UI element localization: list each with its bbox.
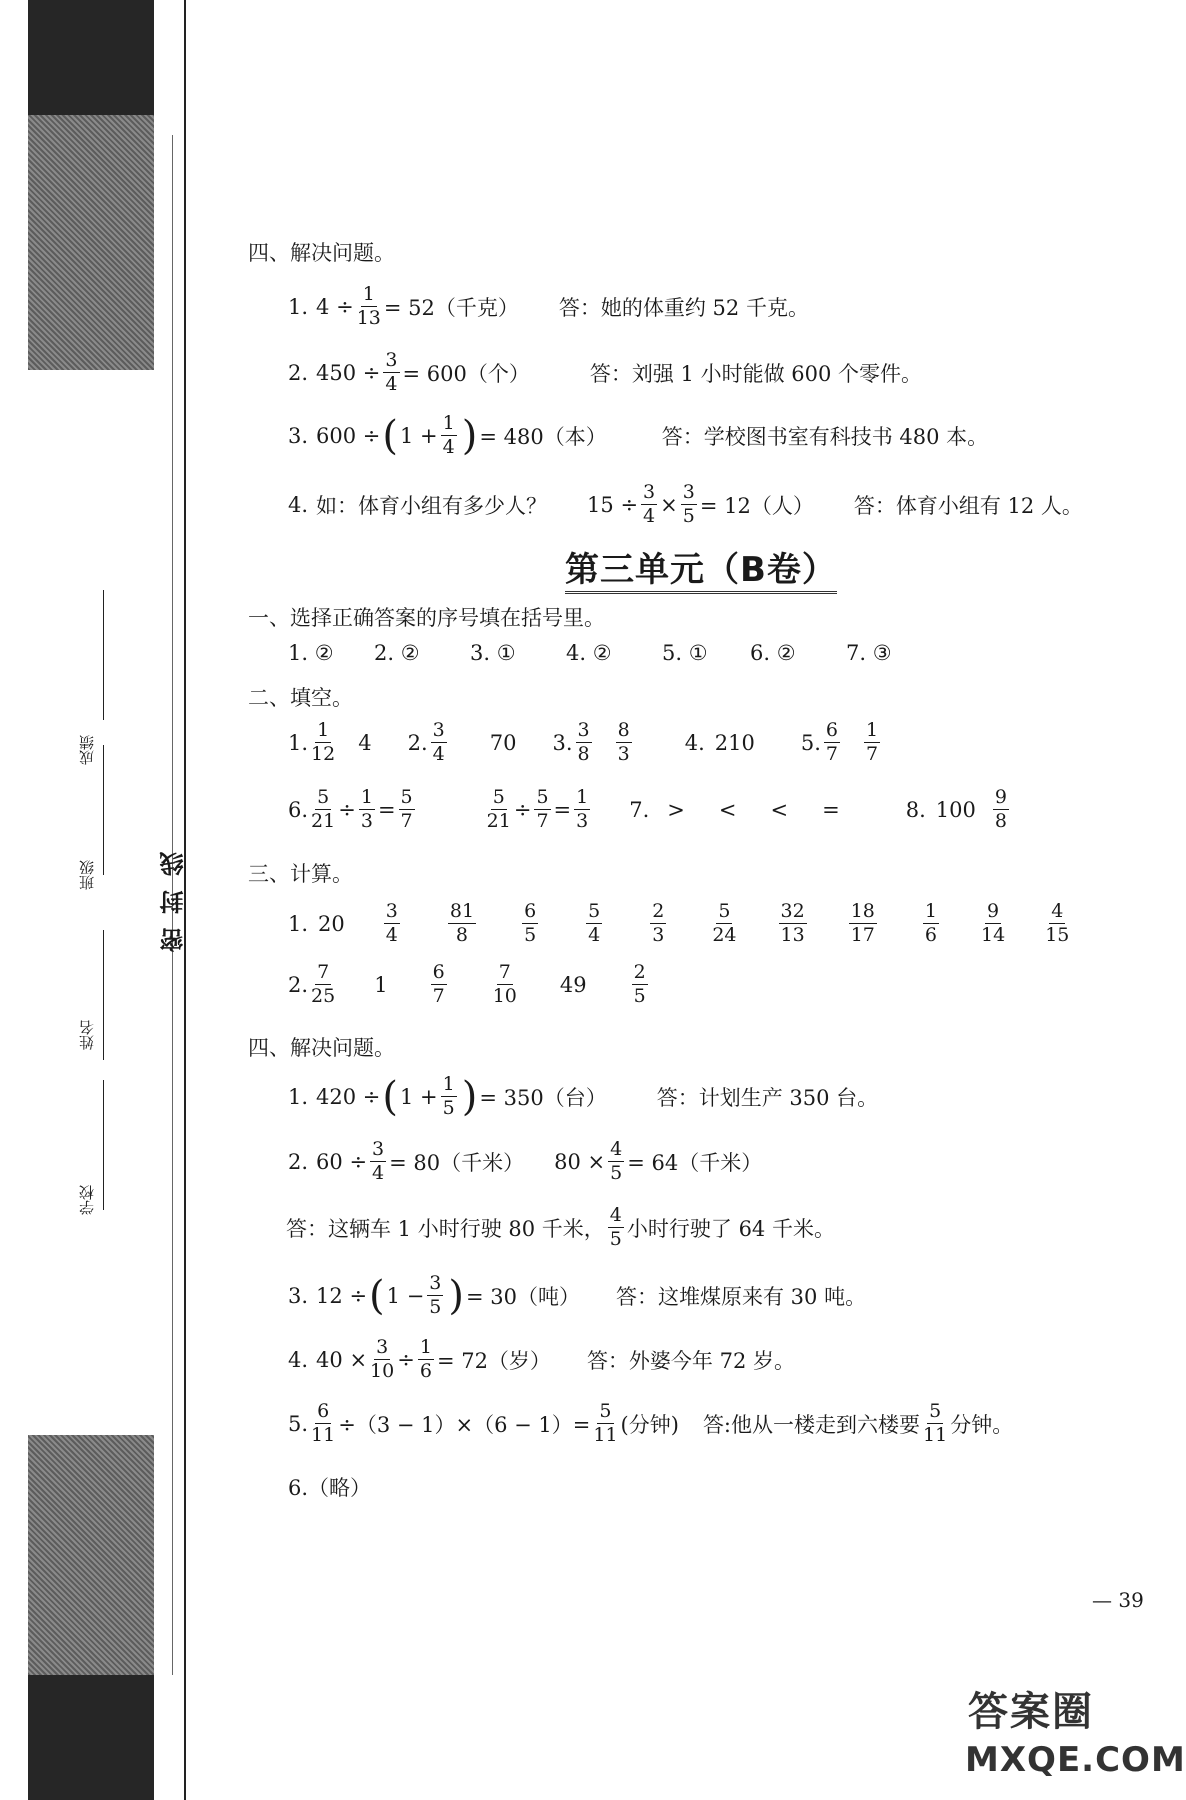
value: 100 <box>935 797 976 822</box>
field-class-blank <box>103 745 104 875</box>
fraction: $\frac{3}{4}$ <box>432 719 445 765</box>
fraction: $\frac{81}{8}$ <box>449 900 475 946</box>
answer-text: 答：外婆今年 72 岁。 <box>586 1348 796 1373</box>
fraction: $\frac{6}{7}$ <box>432 961 445 1007</box>
expression: 420 ÷ <box>316 1084 381 1109</box>
answer-text: 答：这辆车 1 小时行驶 80 千米， <box>286 1216 605 1241</box>
fraction: $\frac{3}{4}$ <box>643 481 656 527</box>
expression: 450 ÷ <box>316 360 381 385</box>
binding-strip-bottom-texture <box>28 1435 154 1675</box>
page-number: — 39 <box>1092 1588 1144 1612</box>
calc-heading: 三、计算。 <box>248 862 353 886</box>
answer-text: 答：计划生产 350 台。 <box>656 1085 879 1110</box>
field-score-blank <box>103 590 104 720</box>
prev-problem-3 <box>288 414 988 457</box>
expression: 1 + <box>400 423 438 448</box>
fraction: $\frac{3}{4}$ <box>372 1138 385 1184</box>
value: 70 <box>489 730 517 755</box>
fraction: $\frac{5}{24}$ <box>712 900 737 946</box>
calc-row-2 <box>288 963 651 1006</box>
item-label: 4. <box>288 1347 309 1372</box>
problem-1 <box>288 1075 878 1118</box>
fraction: $\frac{2}{3}$ <box>652 900 665 946</box>
expression: 60 ÷ <box>316 1149 368 1174</box>
item-label: 1. <box>288 911 309 936</box>
answer-text: 答：这堆煤原来有 30 吨。 <box>616 1284 867 1309</box>
fraction: $\frac{3}{10}$ <box>370 1336 395 1382</box>
comparison-sign: > <box>667 797 685 822</box>
expression: = 80（千米） <box>389 1150 525 1175</box>
item-label: 6. <box>288 797 309 822</box>
comparison-sign: < <box>770 797 789 822</box>
expression: 1 − <box>386 1283 425 1308</box>
fraction: $\frac{1}{6}$ <box>924 900 937 946</box>
item-label: 2. <box>288 972 309 997</box>
expression: = 72（岁） <box>436 1348 551 1373</box>
fraction: $\frac{5}{21}$ <box>311 786 336 832</box>
fraction: $\frac{4}{5}$ <box>609 1204 622 1250</box>
value: 4 <box>358 730 372 755</box>
fraction: $\frac{4}{15}$ <box>1045 900 1070 946</box>
field-class-label: 班级 <box>78 860 96 890</box>
left-paren: ( <box>369 1272 385 1319</box>
fraction: $\frac{5}{21}$ <box>486 786 511 832</box>
choice-answer-7: 7. ③ <box>846 641 892 665</box>
expression: 1 + <box>400 1084 438 1109</box>
fraction: $\frac{9}{8}$ <box>994 786 1007 832</box>
field-school-blank <box>103 1080 104 1210</box>
fraction: $\frac{3}{4}$ <box>385 349 398 395</box>
choice-answer-4: 4. ② <box>566 641 612 665</box>
field-school-label: 学校 <box>78 1185 96 1215</box>
comparison-sign: < <box>718 797 737 822</box>
problems-heading: 四、解决问题。 <box>248 1036 395 1060</box>
field-name-label: 姓名 <box>78 1020 96 1050</box>
item-label: 2. <box>407 730 428 755</box>
expression: = 600（个） <box>402 361 530 386</box>
item-label: 5. <box>800 730 821 755</box>
fraction: $\frac{3}{5}$ <box>429 1272 442 1318</box>
expression: ÷（3 − 1）×（6 − 1）= <box>338 1412 591 1437</box>
answer-text: 答:他从一楼走到六楼要 <box>702 1412 921 1437</box>
item-label: 8. <box>905 797 926 822</box>
item-label: 3. <box>552 730 573 755</box>
seal-line-text: 密封线 <box>159 838 188 952</box>
fraction: $\frac{6}{5}$ <box>524 900 537 946</box>
problem-5 <box>288 1402 1013 1445</box>
choice-answer-1: 1. ② <box>288 641 334 665</box>
fraction: $\frac{18}{17}$ <box>850 900 875 946</box>
expression: = 480（本） <box>479 424 607 449</box>
item-label: 2. <box>288 1149 309 1174</box>
item-label: 4. <box>684 730 705 755</box>
expression: 600 ÷ <box>316 423 381 448</box>
fraction: $\frac{5}{7}$ <box>400 786 413 832</box>
expression: = 52（千克） <box>383 295 519 320</box>
answer-text: 分钟。 <box>950 1412 1014 1437</box>
field-name-blank <box>103 930 104 1060</box>
fraction: $\frac{7}{10}$ <box>492 961 517 1007</box>
fraction: $\frac{3}{8}$ <box>577 719 590 765</box>
problem-3 <box>288 1274 866 1317</box>
prev-problem-2 <box>288 351 922 394</box>
unit-title: 第三单元（B卷） <box>565 542 837 594</box>
right-paren: ) <box>461 412 478 459</box>
item-label: 2. <box>288 360 309 385</box>
fraction: $\frac{3}{4}$ <box>385 900 398 946</box>
prev-problems-heading: 四、解决问题。 <box>248 241 395 265</box>
problem-2 <box>288 1140 762 1183</box>
fraction: $\frac{2}{5}$ <box>633 961 646 1007</box>
value: 210 <box>714 730 755 755</box>
answer-text: 答：刘强 1 小时能做 600 个零件。 <box>589 361 923 386</box>
fraction: $\frac{1}{7}$ <box>866 719 879 765</box>
item-label: 1. <box>288 1084 309 1109</box>
answer-text: 答：学校图书室有科技书 480 本。 <box>661 424 989 449</box>
item-label: 3. <box>288 423 309 448</box>
left-paren: ( <box>382 412 399 459</box>
answer-text: 小时行驶了 64 千米。 <box>626 1216 835 1241</box>
binding-strip-top-texture <box>28 115 154 370</box>
fraction: $\frac{32}{13}$ <box>780 900 805 946</box>
fraction: $\frac{1}{13}$ <box>356 283 381 329</box>
fraction: $\frac{6}{7}$ <box>825 719 838 765</box>
fraction: $\frac{6}{11}$ <box>311 1400 336 1446</box>
item-label: 1. <box>288 294 309 319</box>
expression: (分钟) <box>620 1412 679 1437</box>
calc-row-1 <box>288 902 1072 945</box>
answer-text: 答：体育小组有 12 人。 <box>853 493 1083 518</box>
value: 20 <box>318 911 345 936</box>
fraction: $\frac{5}{11}$ <box>923 1400 948 1446</box>
choice-answer-6: 6. ② <box>750 641 796 665</box>
item-label: 4. <box>288 492 309 517</box>
fraction: $\frac{9}{14}$ <box>981 900 1006 946</box>
choice-answer-3: 3. ① <box>470 641 516 665</box>
item-label: 7. <box>629 797 650 822</box>
fraction: $\frac{1}{3}$ <box>360 786 373 832</box>
fill-row-1 <box>288 721 883 764</box>
expression: 4 ÷ <box>316 294 354 319</box>
watermark-logo: 答案圈 <box>968 1689 1094 1735</box>
operator: × <box>660 492 678 517</box>
expression: 40 × <box>316 1347 368 1372</box>
item-label: 5. <box>288 1411 309 1436</box>
operator: ÷ <box>338 797 356 822</box>
choice-heading: 一、选择正确答案的序号填在括号里。 <box>248 606 605 630</box>
fraction: $\frac{3}{5}$ <box>682 481 695 527</box>
problem-6: 6.（略） <box>288 1476 372 1500</box>
operator: ÷ <box>513 797 532 822</box>
field-score-label: 成绩 <box>78 735 96 765</box>
prev-problem-1 <box>288 285 809 328</box>
operator: = <box>377 797 396 822</box>
fraction: $\frac{5}{7}$ <box>536 786 549 832</box>
fraction: $\frac{1}{3}$ <box>576 786 589 832</box>
expression: 12 ÷ <box>316 1283 368 1308</box>
fill-heading: 二、填空。 <box>248 686 353 710</box>
fraction: $\frac{5}{11}$ <box>593 1400 618 1446</box>
expression: = 64（千米） <box>627 1150 763 1175</box>
expression: 15 ÷ <box>587 492 639 517</box>
choice-answer-5: 5. ① <box>662 641 708 665</box>
problem-4 <box>288 1338 795 1381</box>
fill-row-2 <box>288 788 1012 831</box>
right-paren: ) <box>448 1272 464 1319</box>
expression: = 30（吨） <box>466 1284 580 1309</box>
left-paren: ( <box>382 1073 399 1120</box>
fraction: $\frac{1}{12}$ <box>311 719 336 765</box>
comparison-sign: = <box>822 797 840 822</box>
prev-problem-4 <box>288 483 1083 526</box>
binding-strip-bottom <box>28 1675 154 1800</box>
question-text: 如：体育小组有多少人？ <box>316 493 548 518</box>
watermark-url: MXQE.COM <box>965 1740 1186 1780</box>
fraction: $\frac{7}{25}$ <box>311 961 336 1007</box>
choice-answer-2: 2. ② <box>374 641 420 665</box>
value: 1 <box>374 972 388 997</box>
item-label: 3. <box>288 1283 309 1308</box>
fraction: $\frac{5}{4}$ <box>588 900 601 946</box>
expression: = 350（台） <box>479 1085 607 1110</box>
fraction: $\frac{4}{5}$ <box>610 1138 623 1184</box>
fraction: $\frac{1}{4}$ <box>442 412 455 458</box>
operator: ÷ <box>397 1347 415 1372</box>
value: 49 <box>559 972 587 997</box>
expression: 80 × <box>554 1149 606 1174</box>
item-label: 1. <box>288 730 309 755</box>
fraction: $\frac{1}{6}$ <box>419 1336 432 1382</box>
fraction: $\frac{8}{3}$ <box>617 719 630 765</box>
operator: = <box>553 797 572 822</box>
problem-2-answer <box>286 1206 835 1249</box>
right-paren: ) <box>461 1073 478 1120</box>
answer-text: 答：她的体重约 52 千克。 <box>558 295 809 320</box>
fraction: $\frac{1}{5}$ <box>442 1073 455 1119</box>
binding-strip-top <box>28 0 154 115</box>
expression: = 12（人） <box>699 493 814 518</box>
